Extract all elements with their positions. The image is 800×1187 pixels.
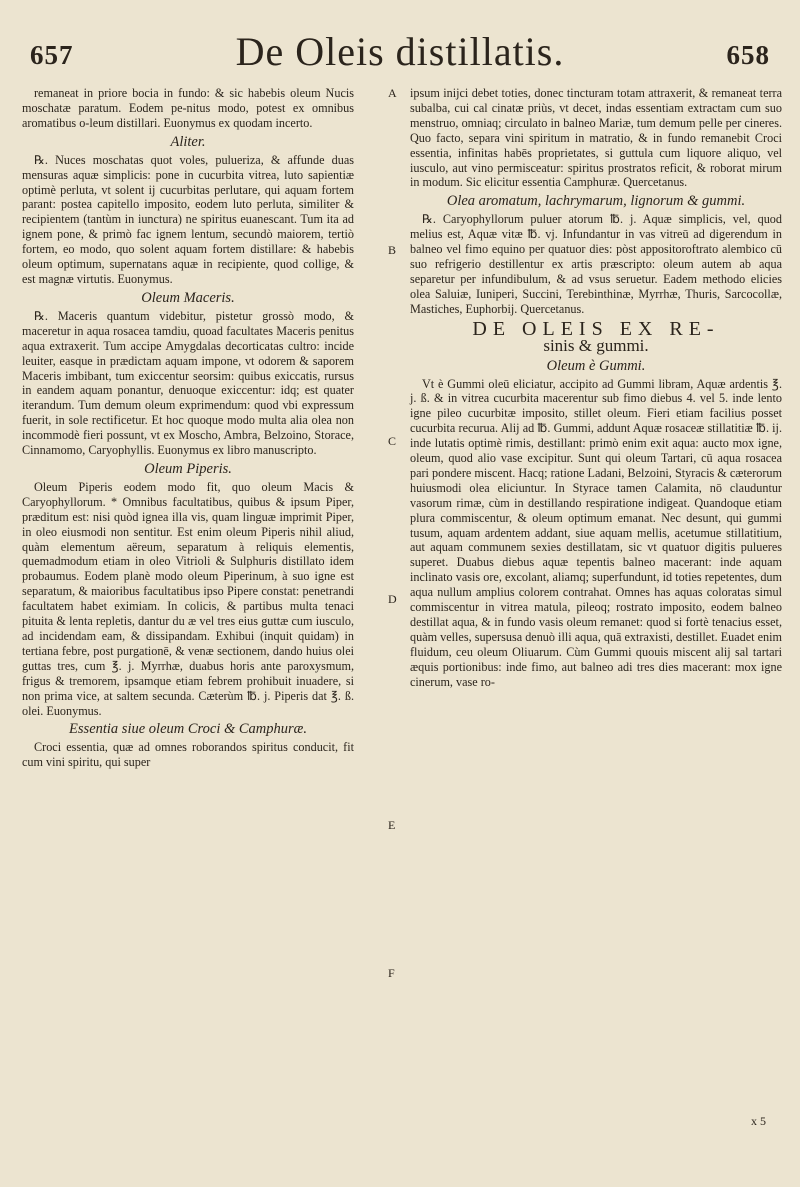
section-heading: Oleum Maceris.: [141, 289, 235, 306]
section-heading: Aliter.: [170, 133, 206, 150]
chapter-subheading: sinis & gummi.: [543, 335, 649, 355]
paragraph: Vt è Gummi oleū eliciatur, accipito ad Gummi libram, Aquæ ardentis ℥. j. ß. & in vitrea cucurbita macerentur sub fimo diebus 4. vel 5. inde lento igne pileo cucurbitæ imposito, stillet oleum. Fieri etiam facilius posset cucurbita recurua. Alij ad ℔. Gummi, addunt Aquæ rosaceæ stillatitiæ ℔. ij. inde lutatis optimè rimis, destillant: primò enim exit aqua: aucto mox igne, oleum, quod alio vase excipitur. Sunt qui oleum Tartari, cū aqua rosacea pari pondere miscent. Hacq; ratione Ladani, Belzoini, Styracis & cæterorum huiusmodi olea eliciuntur. In Styrace tamen Calamita, nō clauduntur vasorum rimæ, cùm in destillando respiratione indigeat. Quandoque etiam plura commiscentur, & oleum optimum emanat. Nec desunt, qui gummi tusum, aquam ardentem addant, siue aquam mellis, acetumue stillatitium, aut aquam communem sexies destillatam, sic vt quatuor digitis pulueres superet. Duabus diebus aquæ tepentis balneo macerant: inde aquam inclinato vasis ore, excolant, aliamq; superfundunt, id toties repetentes, dum aqua nullum amplius colorem contrahat. Omnes has aquas coloratas simul commiscentur in vitrea matula, pileoq; rostrato imposito, eodem balneo destillat aqua, & in fundo vasis oleum remanet: quod si fortè tenacius esset, quàm velles, supersusa denuò illi aqua, quā extraxisti, destillet. Euadet enim fluidum, ceu oleum Oliuarum. Cùm Gummi quouis miscent alij sal tartari æquis portionibus: inde fimo, aut balneo adi tres dies macerant: mox igne cinerum, vase ro-: [410, 376, 782, 689]
section-heading: Oleum Piperis.: [144, 460, 232, 477]
right-page-number: 658: [726, 40, 770, 70]
paragraph: Croci essentia, quæ ad omnes roborandos spiritus conducit, fit cum vini spiritu, qui super: [22, 740, 354, 770]
chapter-heading: DE OLEIS EX RE-: [472, 317, 720, 340]
catchword: x 5: [751, 1114, 766, 1128]
paragraph: ℞. Caryophyllorum puluer atorum ℔. j. Aquæ simplicis, vel, quod melius est, Aquæ vitæ ℔. vj. Infundantur in vas vitreū ad digerendum in balneo vel fimo equino per quatuor dies: pòst appositoroftrato alembico cū suo refrigerio destillentur ex artis præscripto: oleum autem ab aqua separetur per infundibulum, & ad vsus seruetur. Eadem methodo elicies olea Saluiæ, Iuniperi, Succini, Terebinthinæ, Myrrhæ, Thuris, Sarcocollæ, Mastiches, Euphorbij. Quercetanus.: [410, 212, 782, 316]
page-title: De Oleis distillatis.: [235, 29, 565, 74]
section-heading: Essentia siue oleum Croci & Camphuræ.: [69, 721, 307, 738]
section-heading: Oleum è Gummi.: [546, 357, 646, 374]
margin-letter: E: [388, 818, 396, 832]
left-page-number: 657: [30, 40, 74, 70]
paragraph: ipsum inijci debet toties, donec tincturam totam attraxerit, & remaneat terra subalba, cui cal cinatæ priùs, vt decet, indas essentiam extractam cum suo menstruo, omniaq; circulato in balneo Mariæ, tum demum pelle per cineres. Quo facto, separa vini spiritum in matratio, & in fundo remanebit Croci essentia, infinitas habēs proprietates, si guttula cum liquore aliquo, vel iusculo, aut vino permisceatur: spiritus prostratos reficit, & roborat mirum in modum. Sic elicitur essentia Camphuræ. Quercetanus.: [410, 86, 782, 190]
section-heading: Olea aromatum, lachrymarum, lignorum & gummi.: [446, 193, 746, 210]
left-column: [22, 86, 354, 770]
margin-letter: D: [388, 592, 397, 606]
running-header: [30, 28, 770, 74]
paragraph: Oleum Piperis eodem modo fit, quo oleum Macis & Caryophyllorum. * Omnibus facultatibus, quibus & ipsum Piper, præditum est: nisi quòd ignea illa vis, quam linguæ imprimit Piper, in oleo eiusmodi non sentitur. Est enim oleum Piperis nihil aliud, quàm elementum aëreum, separatum à reliquis elementis, quemadmodum etiam in oleo Vitrioli & Sulphuris distillato idem probaumus. Eodem planè modo oleum Piperinum, à suo igne est separatum, & maioribus facultatibus ipso Pipere constat: penetrandi facultatem habet eximiam. In colicis, & partibus multa tenaci pituita & lenta repletis, dantur du æ vel tres eius guttæ cum iusculo, ad incidendam eam, & dissipandam. Exhibui (inquit quidam) in tertiana febre, post purgationē, & venæ sectionem, dando huius olei guttas tres, cum ℥. j. Myrrhæ, duabus horis ante paroxysmum, frigus & tremorem, ipsamque etiam febrem prohibuit inuadere, si non prima vice, at saltem secunda. Cæterùm ℔. j. Piperis dat ℥. ß. olei. Euonymus.: [22, 479, 354, 718]
paragraph: ℞. Maceris quantum videbitur, pistetur grossò modo, & maceretur in aqua rosacea tamdiu, quoad facultates Maceris penitus aqua extraxerit. Tum accipe Amygdalas decorticatas cultro: incide leuiter, easque in prædictam aquam impone, vt odorem & saporem Maceris imbibant, tum exiccentur seorsim: quibus exiccatis, rursus in eandem aquam ponantur, denuoque exiccentur: idq; est quater iterandum. Tum demum oleum exprimendum: quod vbi expressum fuerit, in sole rectificetur. Et hoc quoque modo multa alia olea non incommodè fieri possunt, vt ex Moscho, Ambra, Belzoino, Storace, Cinnamomo, Caryophyllis. Euonymus ex libro manuscripto.: [22, 308, 354, 458]
margin-letter: B: [388, 243, 397, 257]
margin-letters: [386, 86, 406, 1086]
paragraph: remaneat in priore bocia in fundo: & sic habebis oleum Nucis moschatæ paratum. Eodem pe-nitus modo, potest ex omnibus aromatibus o-leum distillari. Euonymus ex quodam incerto.: [22, 86, 354, 130]
paragraph: ℞. Nuces moschatas quot voles, pulueriza, & affunde duas mensuras aquæ simplicis: pone in cucurbita vitrea, luto sapientiæ optimè perluta, vt solent ij cucurbitas perlutare, qui aquam fortem parant: postea capitello imposito, eodem luto perluta, similiter & recipientem (tantùm in iunctura) ne spiritus euanescant. Tum ita ad ignem pone, & primò fac ignem lentum, secundò maiorem, tertiò fortem, eo modo, quo solent aquam fortem distillare: & habebis oleum optimum, supernatans aquæ in recipiente, quod collige, & est magnæ virtutis. Euonymus.: [22, 152, 354, 286]
margin-letter: A: [388, 86, 397, 100]
margin-letter: C: [388, 434, 397, 448]
margin-letter: F: [388, 966, 395, 980]
right-column: [410, 86, 782, 690]
